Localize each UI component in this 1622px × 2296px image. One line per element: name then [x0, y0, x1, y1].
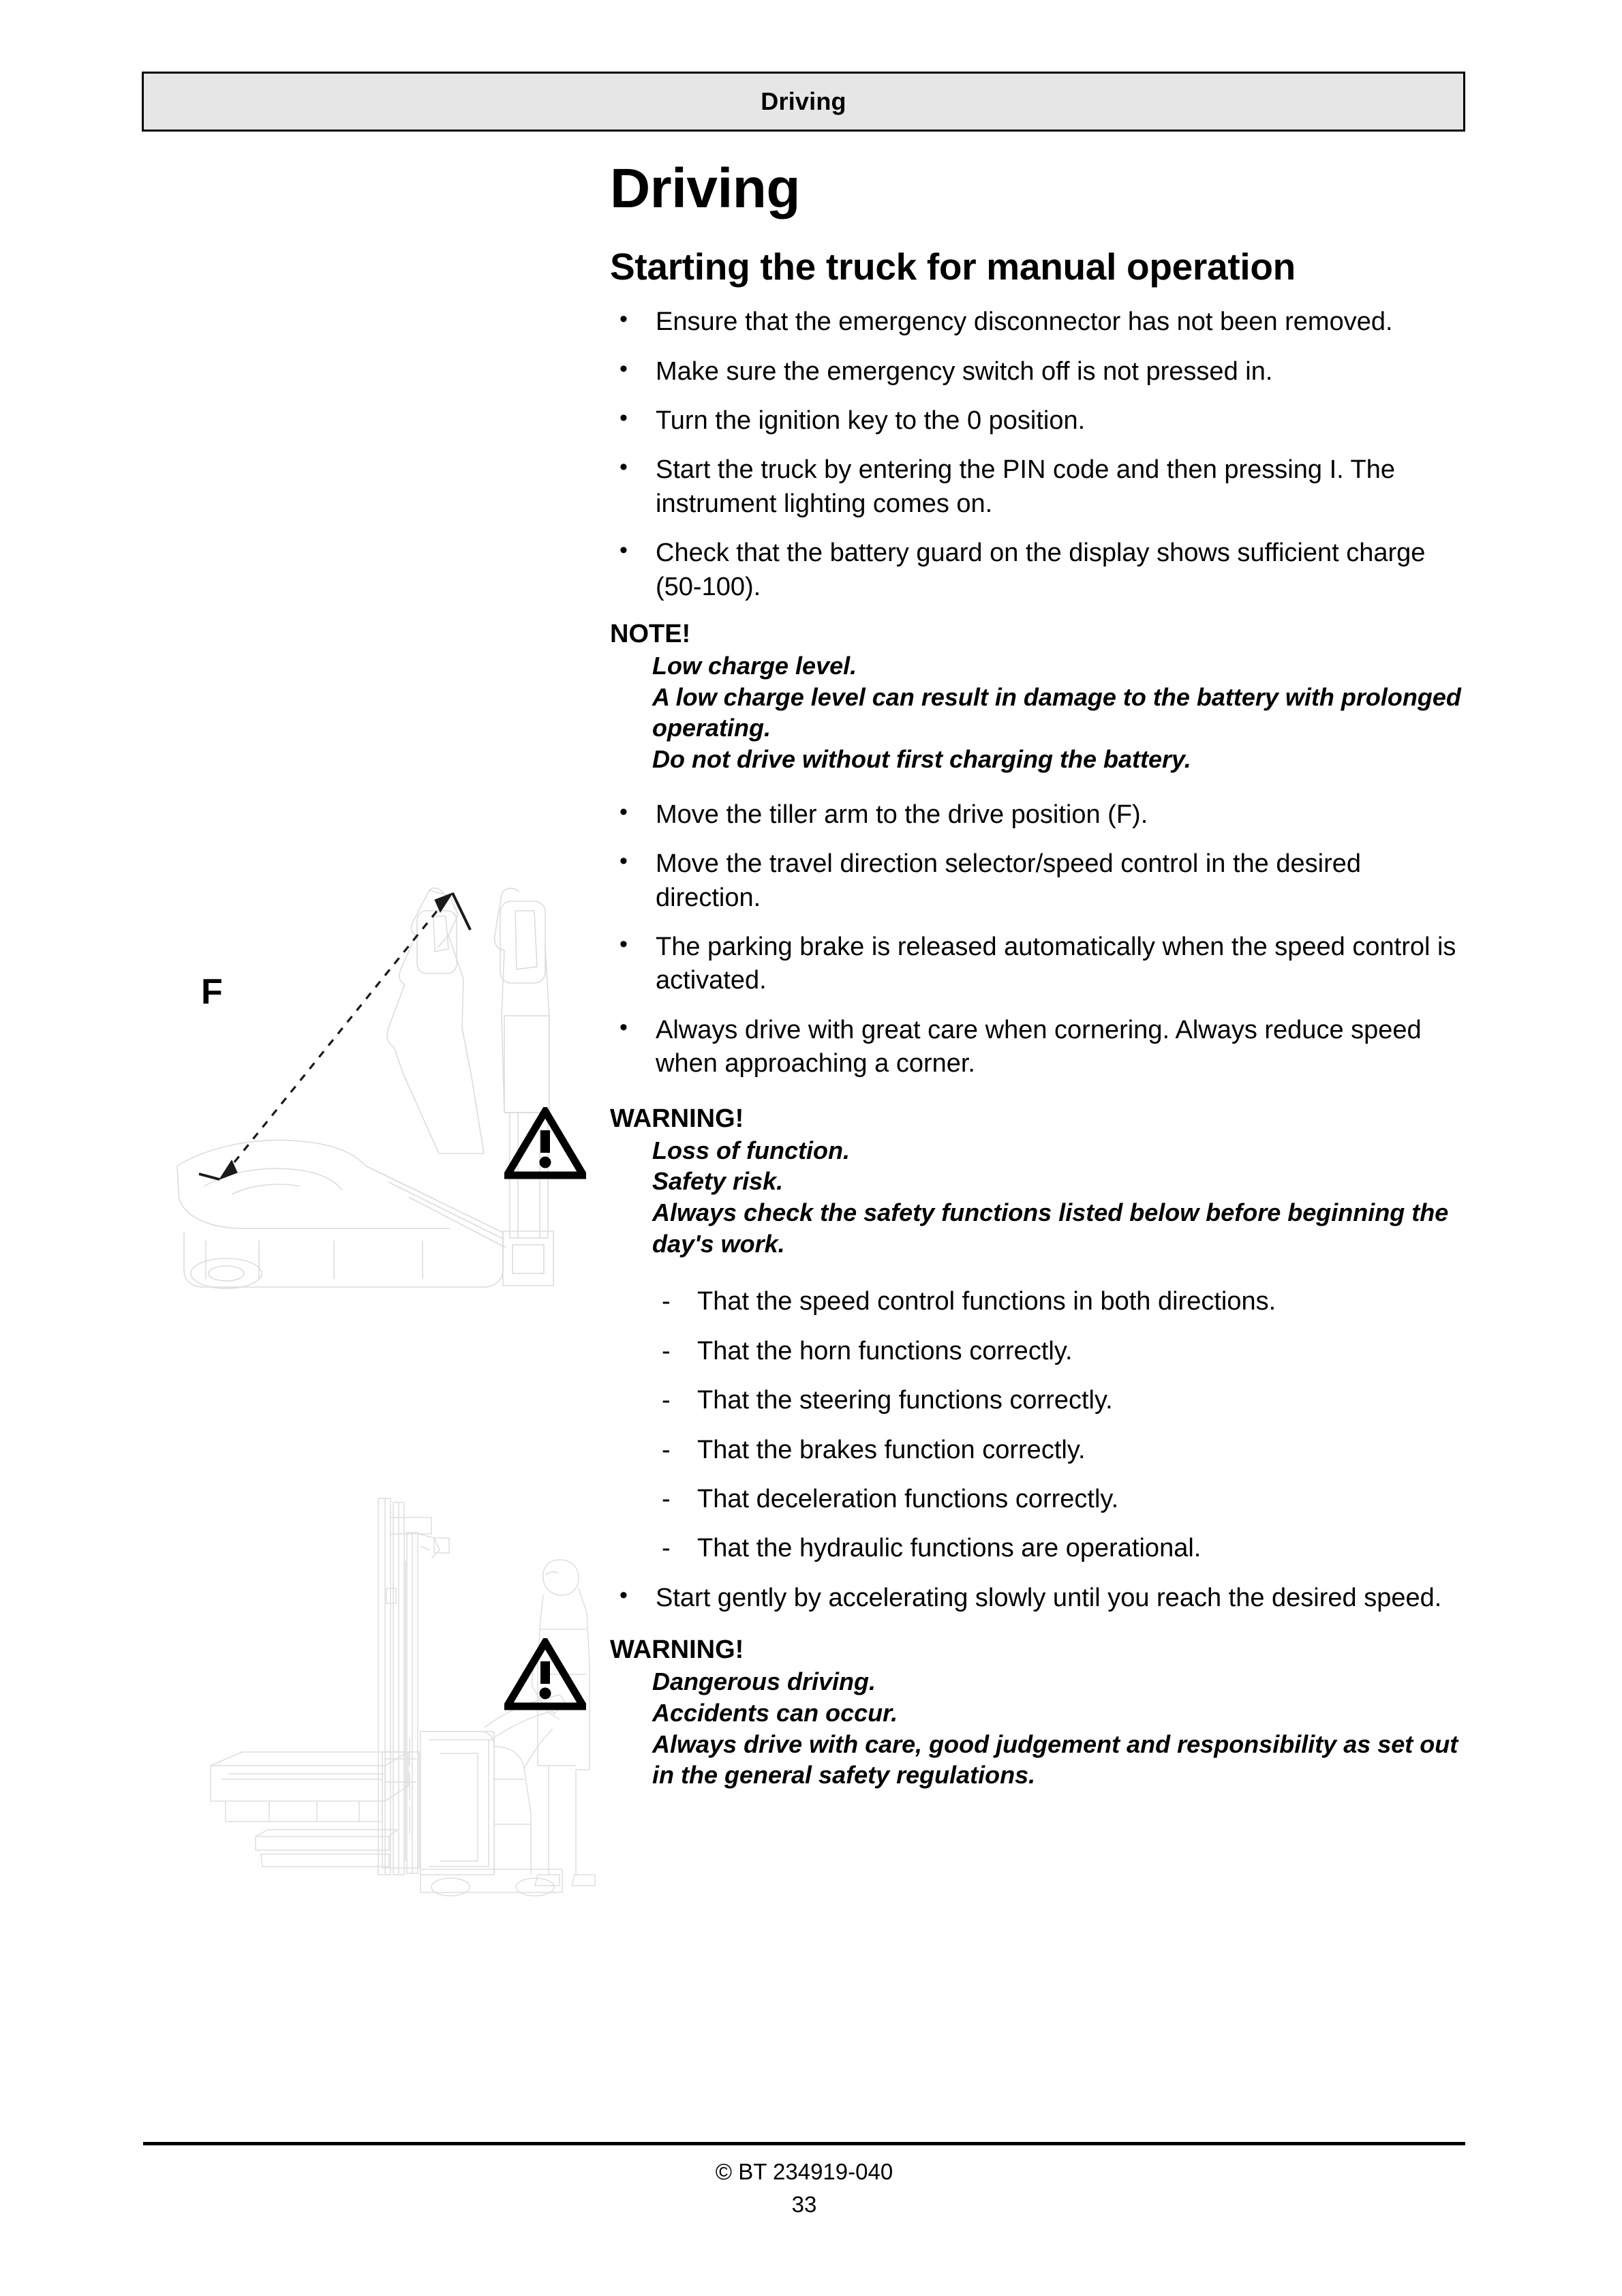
- page-footer: [143, 2156, 1465, 2221]
- running-header: [142, 72, 1465, 132]
- warning-callout-dangerous-driving: [610, 1635, 1465, 1791]
- warning-line: Loss of function.: [652, 1136, 850, 1164]
- tiller-arm-illustration: [164, 845, 613, 1295]
- warning-label: WARNING!: [610, 1104, 744, 1133]
- running-header-title: Driving: [761, 87, 846, 115]
- note-line: Do not drive without first charging the battery.: [652, 745, 1191, 774]
- list-item: • Check that the battery guard on the display shows sufficient charge (50-100).: [610, 537, 1465, 604]
- warning-line: Always check the safety functions listed below before beginning the day's work.: [652, 1198, 1449, 1258]
- list-item: • The parking brake is released automatically when the speed control is activated.: [610, 931, 1465, 998]
- list-item: - That deceleration functions correctly.: [655, 1483, 1465, 1516]
- warning-callout-safety-functions: [610, 1104, 1465, 1260]
- warning-triangle-icon: [504, 1107, 586, 1179]
- note-label: NOTE!: [610, 619, 691, 648]
- safety-check-list: [610, 1285, 1465, 1565]
- section-title: Starting the truck for manual operation: [610, 245, 1296, 288]
- list-item: - That the steering functions correctly.: [655, 1384, 1465, 1417]
- warning-line: Always drive with care, good judgement and responsibility as set out in the general safety regulations.: [652, 1729, 1458, 1789]
- footer-page-number: 33: [791, 2191, 817, 2217]
- note-body: [610, 650, 1463, 775]
- list-item: • Turn the ignition key to the 0 position.: [610, 404, 1465, 438]
- list-item: • Make sure the emergency switch off is not pressed in.: [610, 355, 1465, 389]
- warning-line: Safety risk.: [652, 1167, 784, 1196]
- list-item: • Always drive with great care when cornering. Always reduce speed when approaching a corner.: [610, 1014, 1465, 1081]
- list-item: • Start the truck by entering the PIN code and then pressing I. The instrument lighting comes on.: [610, 453, 1465, 521]
- list-item: - That the hydraulic functions are operational.: [655, 1532, 1465, 1565]
- warning-line: Accidents can occur.: [652, 1698, 898, 1727]
- warning-triangle-icon: [504, 1638, 586, 1710]
- list-item: • Ensure that the emergency disconnector has not been removed.: [610, 305, 1465, 339]
- startup-steps-list: [610, 305, 1465, 604]
- list-item: - That the brakes function correctly.: [655, 1434, 1465, 1467]
- acceleration-step-list: [610, 1582, 1465, 1615]
- warning-body: [610, 1135, 1463, 1260]
- list-item: • Move the tiller arm to the drive position (F).: [610, 798, 1465, 832]
- footer-divider: [143, 2142, 1465, 2145]
- note-line: Low charge level.: [652, 651, 857, 680]
- driving-steps-list: [610, 798, 1465, 1081]
- warning-body: [610, 1666, 1463, 1791]
- chapter-title: Driving: [610, 157, 800, 220]
- tiller-position-label-f: F: [201, 972, 222, 1012]
- note-line: A low charge level can result in damage to the battery with prolonged operating.: [652, 682, 1461, 742]
- list-item: - That the horn functions correctly.: [655, 1335, 1465, 1368]
- list-item: - That the speed control functions in both directions.: [655, 1285, 1465, 1318]
- warning-label: WARNING!: [610, 1635, 744, 1665]
- page-content: [610, 157, 1465, 1791]
- footer-copyright: © BT 234919-040: [715, 2159, 893, 2184]
- warning-line: Dangerous driving.: [652, 1667, 876, 1696]
- list-item: • Start gently by accelerating slowly until you reach the desired speed.: [610, 1582, 1465, 1615]
- list-item: • Move the travel direction selector/speed control in the desired direction.: [610, 847, 1465, 915]
- note-callout: [610, 620, 1465, 775]
